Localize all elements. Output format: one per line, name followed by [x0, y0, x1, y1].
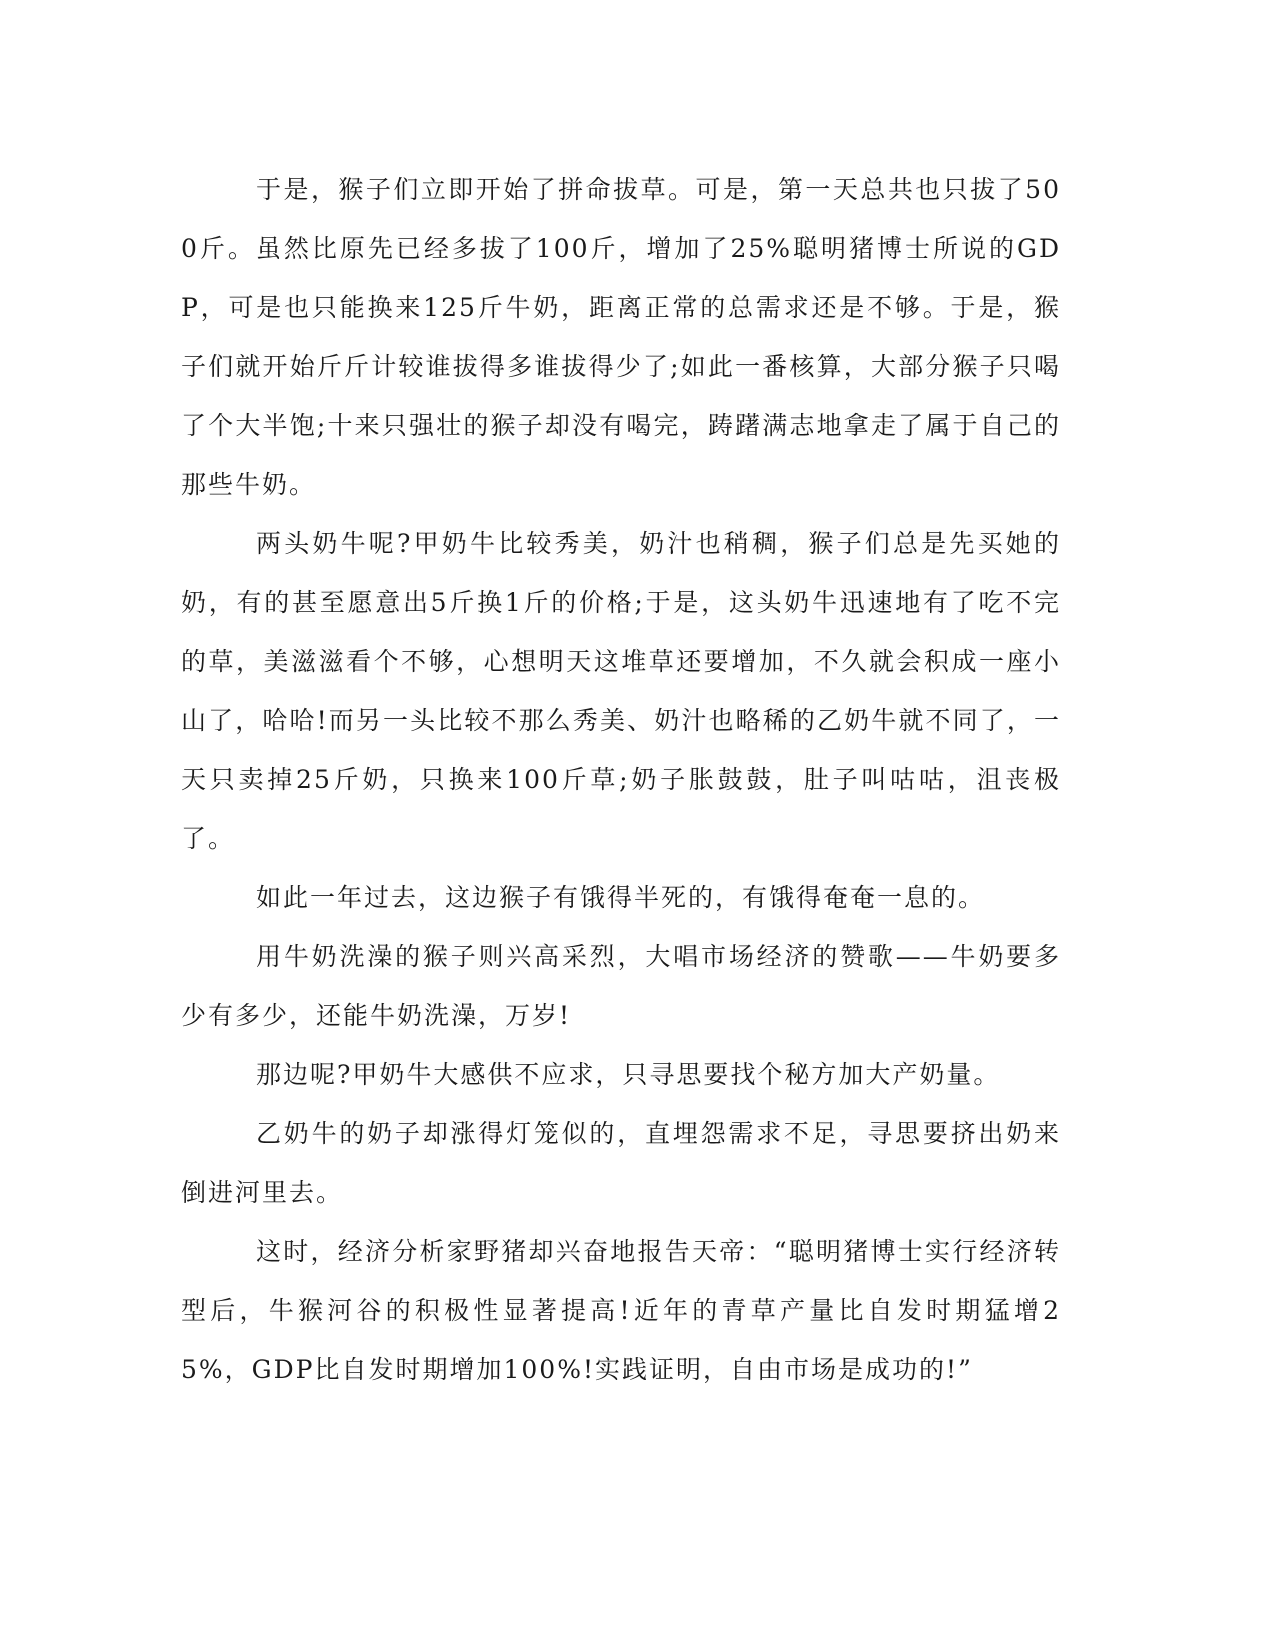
paragraph-1: 于是，猴子们立即开始了拼命拔草。可是，第一天总共也只拔了500斤。虽然比原先已经多拔了100斤，增加了25%聪明猪博士所说的GDP，可是也只能换来125斤牛奶，距离正常的总需求还是不够。于是，猴子们就开始斤斤计较谁拔得多谁拔得少了;如此一番核算，大部分猴子只喝了个大半饱;十来只强壮的猴子却没有喝完，踌躇满志地拿走了属于自己的那些牛奶。 — [181, 175, 1061, 499]
paragraph-4: 用牛奶洗澡的猴子则兴高采烈，大唱市场经济的赞歌——牛奶要多少有多少，还能牛奶洗澡，万岁! — [181, 942, 1061, 1030]
paragraph-7: 这时，经济分析家野猪却兴奋地报告天帝：“聪明猪博士实行经济转型后，牛猴河谷的积极性显著提高!近年的青草产量比自发时期猛增25%，GDP比自发时期增加100%!实践证明，自由市场是成功的!” — [181, 1237, 1061, 1384]
paragraph-5: 那边呢?甲奶牛大感供不应求，只寻思要找个秘方加大产奶量。 — [256, 1060, 1001, 1089]
paragraph-3: 如此一年过去，这边猴子有饿得半死的，有饿得奄奄一息的。 — [256, 883, 986, 912]
document-body — [181, 160, 1061, 1399]
paragraph-6: 乙奶牛的奶子却涨得灯笼似的，直埋怨需求不足，寻思要挤出奶来倒进河里去。 — [181, 1119, 1061, 1207]
paragraph-2: 两头奶牛呢?甲奶牛比较秀美，奶汁也稍稠，猴子们总是先买她的奶，有的甚至愿意出5斤换1斤的价格;于是，这头奶牛迅速地有了吃不完的草，美滋滋看个不够，心想明天这堆草还要增加，不久就会积成一座小山了，哈哈!而另一头比较不那么秀美、奶汁也略稀的乙奶牛就不同了，一天只卖掉25斤奶，只换来100斤草;奶子胀鼓鼓，肚子叫咕咕，沮丧极了。 — [181, 529, 1061, 853]
